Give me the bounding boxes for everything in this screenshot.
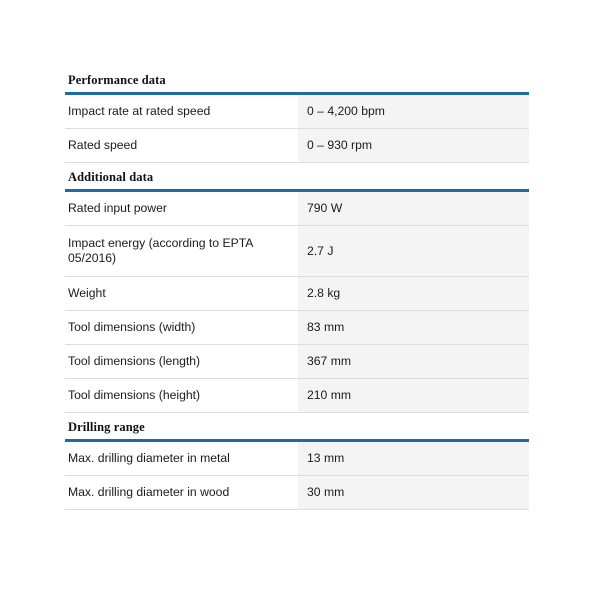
section-title: Drilling range — [68, 420, 145, 434]
spec-value: 2.8 kg — [307, 286, 341, 300]
spec-value: 790 W — [307, 201, 343, 215]
spec-label-cell — [65, 442, 298, 476]
table-row — [65, 95, 529, 129]
spec-value: 210 mm — [307, 388, 352, 402]
spec-label: Rated input power — [68, 201, 167, 215]
spec-label: Tool dimensions (height) — [68, 388, 201, 402]
spec-value-cell — [298, 192, 529, 226]
spec-label-cell — [65, 277, 298, 311]
specifications-table — [65, 66, 529, 510]
section-header-cell — [65, 413, 529, 443]
table-row — [65, 379, 529, 413]
table-row — [65, 442, 529, 476]
spec-label-cell — [65, 226, 298, 277]
table-row — [65, 226, 529, 277]
spec-label-cell — [65, 95, 298, 129]
spec-label: Impact energy (according to EPTA 05/2016) — [68, 236, 253, 265]
spec-label: Impact rate at rated speed — [68, 104, 211, 118]
spec-label: Max. drilling diameter in metal — [68, 451, 230, 465]
section-title: Performance data — [68, 73, 166, 87]
spec-value: 367 mm — [307, 354, 352, 368]
spec-value: 2.7 J — [307, 243, 334, 258]
section-header-cell — [65, 163, 529, 193]
spec-label: Rated speed — [68, 138, 138, 152]
spec-value-cell — [298, 277, 529, 311]
table-row — [65, 129, 529, 163]
table-row — [65, 192, 529, 226]
table-row — [65, 277, 529, 311]
spec-value-cell — [298, 442, 529, 476]
spec-label: Tool dimensions (width) — [68, 320, 196, 334]
spec-value: 0 – 930 rpm — [307, 138, 373, 152]
spec-value: 83 mm — [307, 320, 345, 334]
spec-value: 30 mm — [307, 485, 345, 499]
section-header-row — [65, 66, 529, 95]
spec-value-cell — [298, 379, 529, 413]
table-row — [65, 476, 529, 510]
spec-value: 13 mm — [307, 451, 345, 465]
section-title: Additional data — [68, 170, 154, 184]
spec-label-cell — [65, 129, 298, 163]
spec-label-cell — [65, 192, 298, 226]
spec-value-cell — [298, 226, 529, 277]
spec-label-cell — [65, 379, 298, 413]
spec-label: Max. drilling diameter in wood — [68, 485, 230, 499]
spec-value-cell — [298, 129, 529, 163]
spec-value-cell — [298, 95, 529, 129]
spec-value-cell — [298, 476, 529, 510]
spec-label-cell — [65, 476, 298, 510]
table-row — [65, 311, 529, 345]
specifications-table-body — [65, 66, 529, 510]
spec-label: Tool dimensions (length) — [68, 354, 201, 368]
spec-label-cell — [65, 345, 298, 379]
spec-value-cell — [298, 345, 529, 379]
table-row — [65, 345, 529, 379]
spec-value: 0 – 4,200 bpm — [307, 104, 385, 118]
spec-value-cell — [298, 311, 529, 345]
spec-label: Weight — [68, 286, 106, 300]
section-header-cell — [65, 66, 529, 95]
section-header-row — [65, 413, 529, 443]
section-header-row — [65, 163, 529, 193]
spec-label-cell — [65, 311, 298, 345]
